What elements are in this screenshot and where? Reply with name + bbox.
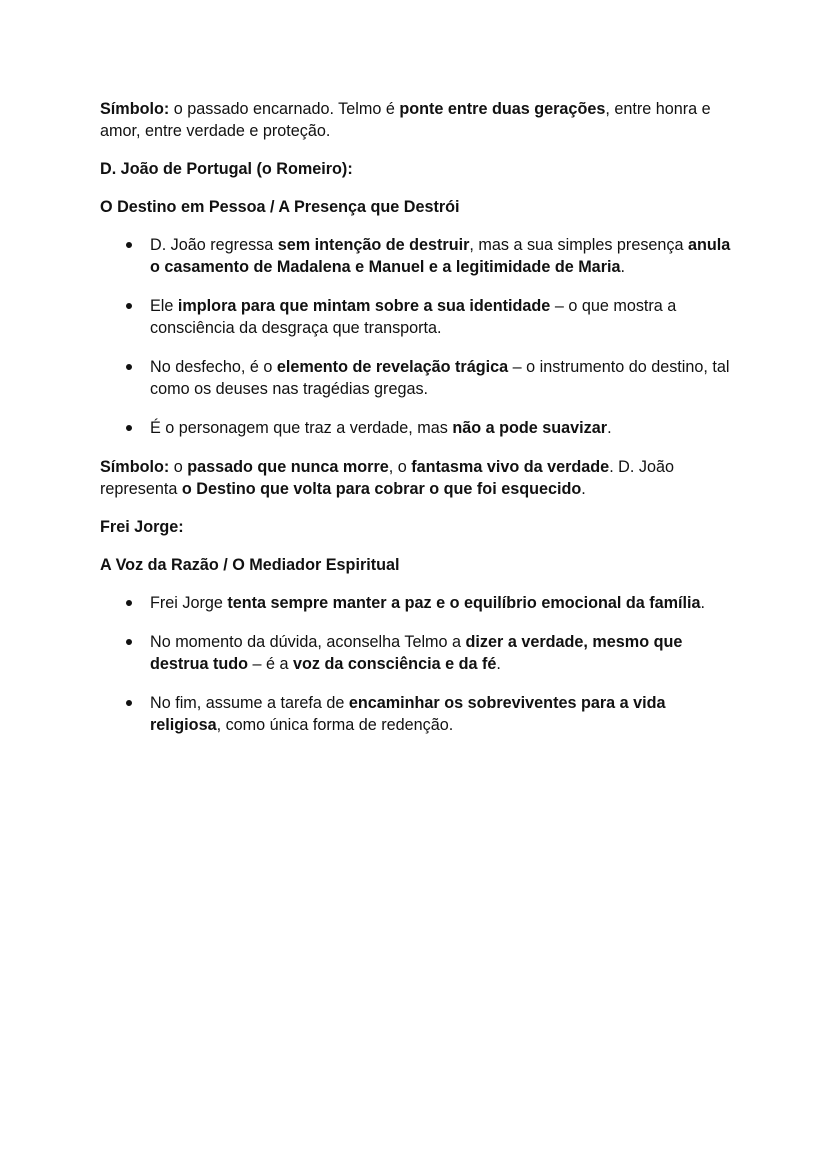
telmo-symbol-paragraph — [100, 98, 740, 142]
bold-text-run: Símbolo: — [100, 458, 170, 476]
text-run: , como única forma de redenção. — [216, 716, 454, 734]
text-run: . — [607, 419, 612, 437]
bold-text-run: anula o casamento de Madalena e Manuel e a legitimidade de Maria — [150, 236, 731, 276]
bold-text-run: elemento de revelação trágica — [276, 358, 509, 376]
dom-joao-symbol-paragraph — [100, 456, 740, 500]
text-run: Ele — [150, 297, 178, 315]
list-item — [100, 356, 740, 400]
text-run: , mas a sua simples presença — [469, 236, 689, 254]
bold-text-run: implora para que mintam sobre a sua identidade — [177, 297, 551, 315]
text-run: o passado encarnado. Telmo é — [169, 100, 400, 118]
list-item — [100, 417, 740, 439]
frei-jorge-subheading: A Voz da Razão / O Mediador Espiritual — [100, 556, 400, 574]
bold-text-run: sem intenção de destruir — [277, 236, 470, 254]
text-run: – o instrumento do destino, tal como os deuses nas tragédias gregas. — [150, 358, 730, 398]
bold-text-run: encaminhar os sobreviventes para a vida religiosa — [150, 694, 666, 734]
text-run: D. João regressa — [150, 236, 278, 254]
list-item — [100, 295, 740, 339]
text-run: . — [700, 594, 706, 612]
text-run: No momento da dúvida, aconselha Telmo a — [150, 633, 466, 651]
bold-text-run: Símbolo: — [100, 100, 170, 118]
dom-joao-list — [100, 234, 740, 439]
text-run: – é a — [248, 655, 294, 673]
text-run: Frei Jorge — [150, 594, 228, 612]
text-run: , o — [388, 458, 412, 476]
bold-text-run: tenta sempre manter a paz e o equilíbrio emocional da família — [227, 594, 701, 612]
list-item — [100, 592, 740, 614]
bold-text-run: voz da consciência e da fé — [293, 655, 497, 673]
frei-jorge-heading: Frei Jorge: — [100, 518, 184, 536]
document-body — [100, 98, 740, 753]
list-item — [100, 692, 740, 736]
list-item — [100, 631, 740, 675]
bold-text-run: ponte entre duas gerações — [399, 100, 606, 118]
bold-text-run: dizer a verdade, mesmo que destrua tudo — [150, 633, 683, 673]
bold-text-run: não a pode suavizar — [452, 419, 608, 437]
text-run: , entre honra e amor, entre verdade e proteção. — [100, 100, 711, 140]
frei-jorge-list — [100, 592, 740, 736]
bold-text-run: o Destino que volta para cobrar o que foi esquecido — [181, 480, 582, 498]
text-run: . — [581, 480, 586, 498]
text-run: – o que mostra a consciência da desgraça que transporta. — [150, 297, 677, 337]
text-run: . — [620, 258, 625, 276]
text-run: o — [169, 458, 188, 476]
text-run: É o personagem que traz a verdade, mas — [150, 419, 453, 437]
text-run: No fim, assume a tarefa de — [150, 694, 349, 712]
text-run: . D. João representa — [100, 458, 674, 498]
bold-text-run: fantasma vivo da verdade — [411, 458, 610, 476]
text-run: No desfecho, é o — [150, 358, 277, 376]
bold-text-run: passado que nunca morre — [187, 458, 389, 476]
dom-joao-subheading: O Destino em Pessoa / A Presença que Destrói — [100, 198, 460, 216]
text-run: . — [496, 655, 501, 673]
dom-joao-heading: D. João de Portugal (o Romeiro): — [100, 160, 353, 178]
list-item — [100, 234, 740, 278]
